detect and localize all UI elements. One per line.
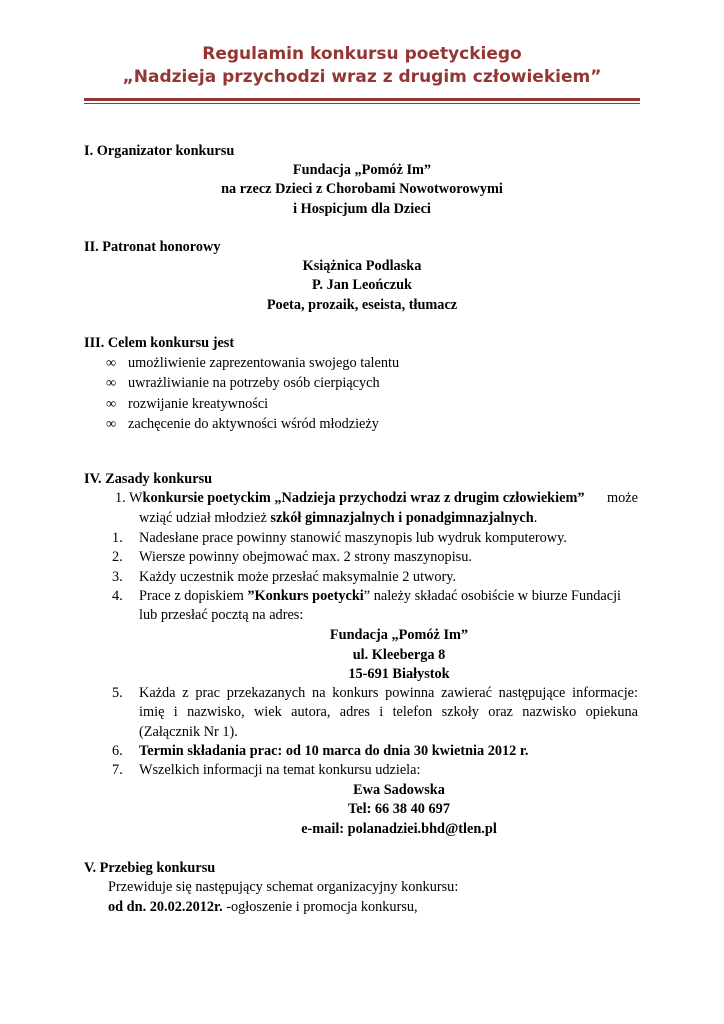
organizer-line: i Hospicjum dla Dzieci	[293, 201, 431, 217]
section-heading: II. Patronat honorowy	[84, 239, 221, 255]
infinity-bullet-icon: ∞	[106, 375, 117, 391]
section-heading: III. Celem konkursu jest	[84, 335, 235, 351]
rule-item: 7. Wszelkich informacji na temat konkursu udziela:	[112, 762, 421, 778]
schedule-intro: Przewiduje się następujący schemat organizacyjny konkursu:	[108, 879, 459, 895]
rule-item: 1. W konkursie poetyckim „Nadzieja przychodzi wraz z drugim człowiekiem” może	[115, 490, 638, 506]
infinity-bullet-icon: ∞	[106, 396, 117, 412]
rule-item-cont: wziąć udział młodzież szkół gimnazjalnych i ponadgimnazjalnych.	[139, 510, 538, 526]
list-item: ∞ uwrażliwianie na potrzeby osób cierpiących	[106, 375, 380, 391]
infinity-bullet-icon: ∞	[106, 355, 117, 371]
rule-item-text: Każda z prac przekazanych na konkurs powinna zawierać następujące informacje:	[139, 685, 638, 701]
contact-email: e-mail: polanadziei.bhd@tlen.pl	[301, 821, 497, 837]
rule-item-text: (Załącznik Nr 1).	[139, 724, 238, 740]
patron-line: Książnica Podlaska	[302, 258, 422, 274]
list-item: ∞ umożliwienie zaprezentowania swojego talentu	[106, 355, 400, 371]
section-heading: V. Przebieg konkursu	[84, 860, 216, 876]
patron-line: P. Jan Leończuk	[312, 277, 412, 293]
organizer-line: na rzecz Dzieci z Chorobami Nowotworowymi	[221, 181, 503, 197]
patron-line: Poeta, prozaik, eseista, tłumacz	[266, 297, 458, 313]
rule-item-text: imię i nazwisko, wiek autora, adres i telefon szkoły oraz nazwisko opiekuna	[139, 704, 638, 720]
title-rule-thin	[84, 103, 640, 104]
organizer-line: Fundacja „Pomóż Im”	[292, 162, 432, 178]
section-heading: IV. Zasady konkursu	[84, 471, 213, 487]
title-rule	[84, 98, 640, 101]
schedule-item: od dn. 20.02.2012r. -ogłoszenie i promocja konkursu,	[108, 899, 418, 915]
list-item: ∞ zachęcenie do aktywności wśród młodzieży	[106, 416, 379, 432]
contact-line: Ewa Sadowska	[353, 782, 445, 798]
rule-item: 4. Prace z dopiskiem ”Konkurs poetycki” należy składać osobiście w biurze Fundacji	[112, 588, 622, 604]
rule-item: 3. Każdy uczestnik może przesłać maksymalnie 2 utwory.	[112, 569, 457, 585]
address-line: 15-691 Białystok	[348, 666, 450, 682]
document-subtitle: „Nadzieja przychodzi wraz z drugim człowiekiem”	[122, 67, 602, 87]
rule-item-cont: lub przesłać pocztą na adres:	[139, 607, 304, 623]
rule-item-deadline: 6. Termin składania prac: od 10 marca do dnia 30 kwietnia 2012 r.	[112, 743, 529, 759]
rule-item: 5.	[112, 685, 123, 701]
infinity-bullet-icon: ∞	[106, 416, 117, 432]
rule-item: 1. Nadesłane prace powinny stanowić maszynopis lub wydruk komputerowy.	[112, 530, 567, 546]
document-title: Regulamin konkursu poetyckiego	[202, 44, 522, 64]
list-item: ∞ rozwijanie kreatywności	[106, 396, 269, 412]
rule-item: 2. Wiersze powinny obejmować max. 2 strony maszynopisu.	[112, 549, 472, 565]
contact-line: Tel: 66 38 40 697	[348, 801, 450, 817]
address-line: ul. Kleeberga 8	[352, 647, 446, 663]
section-heading: I. Organizator konkursu	[84, 143, 235, 159]
address-line: Fundacja „Pomóż Im”	[329, 627, 469, 643]
